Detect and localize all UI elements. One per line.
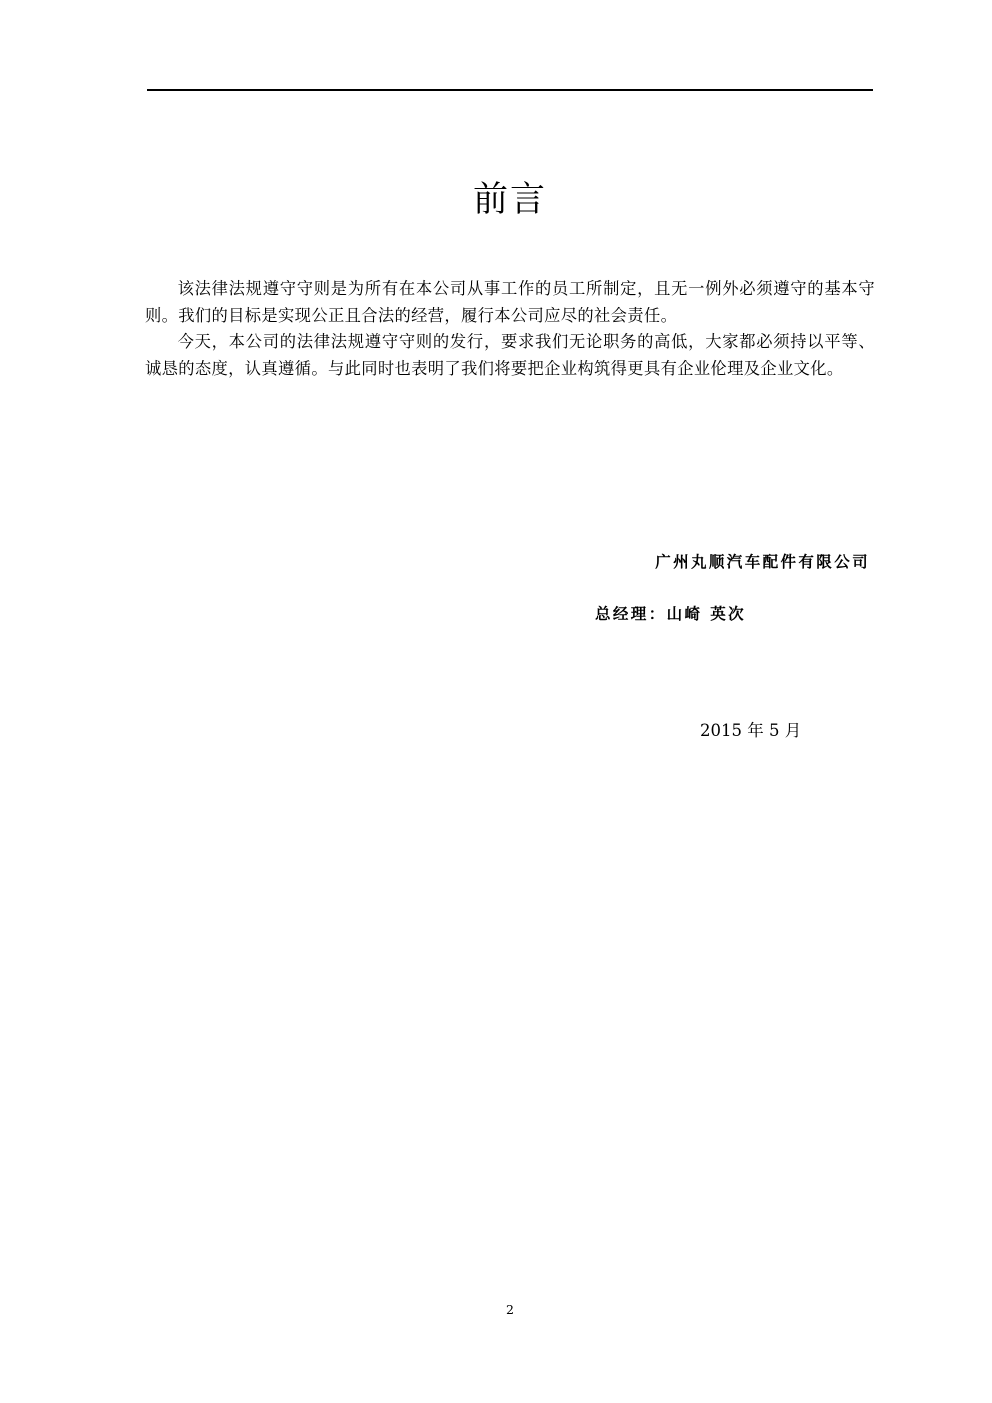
general-manager-label: 总经理： [595, 605, 667, 623]
page-title: 前言 [472, 180, 547, 220]
paragraph: 该法律法规遵守守则是为所有在本公司从事工作的员工所制定，且无一例外必须遵守的基本守则。我们的目标是实现公正且合法的经营，履行本公司应尽的社会责任。 [145, 279, 875, 325]
paragraph: 今天，本公司的法律法规遵守守则的发行，要求我们无论职务的高低，大家都必须持以平等、诚恳的态度，认真遵循。与此同时也表明了我们将要把企业构筑得更具有企业伦理及企业文化。 [145, 332, 875, 378]
page-number: 2 [506, 1302, 514, 1317]
general-manager-name: 山崎 英次 [666, 605, 747, 623]
document-date: 2015 年 5 月 [700, 721, 802, 740]
company-name: 广州丸顺汽车配件有限公司 [655, 553, 870, 571]
general-manager-line [595, 602, 855, 626]
body-text [145, 276, 875, 382]
header-rule [147, 89, 873, 91]
